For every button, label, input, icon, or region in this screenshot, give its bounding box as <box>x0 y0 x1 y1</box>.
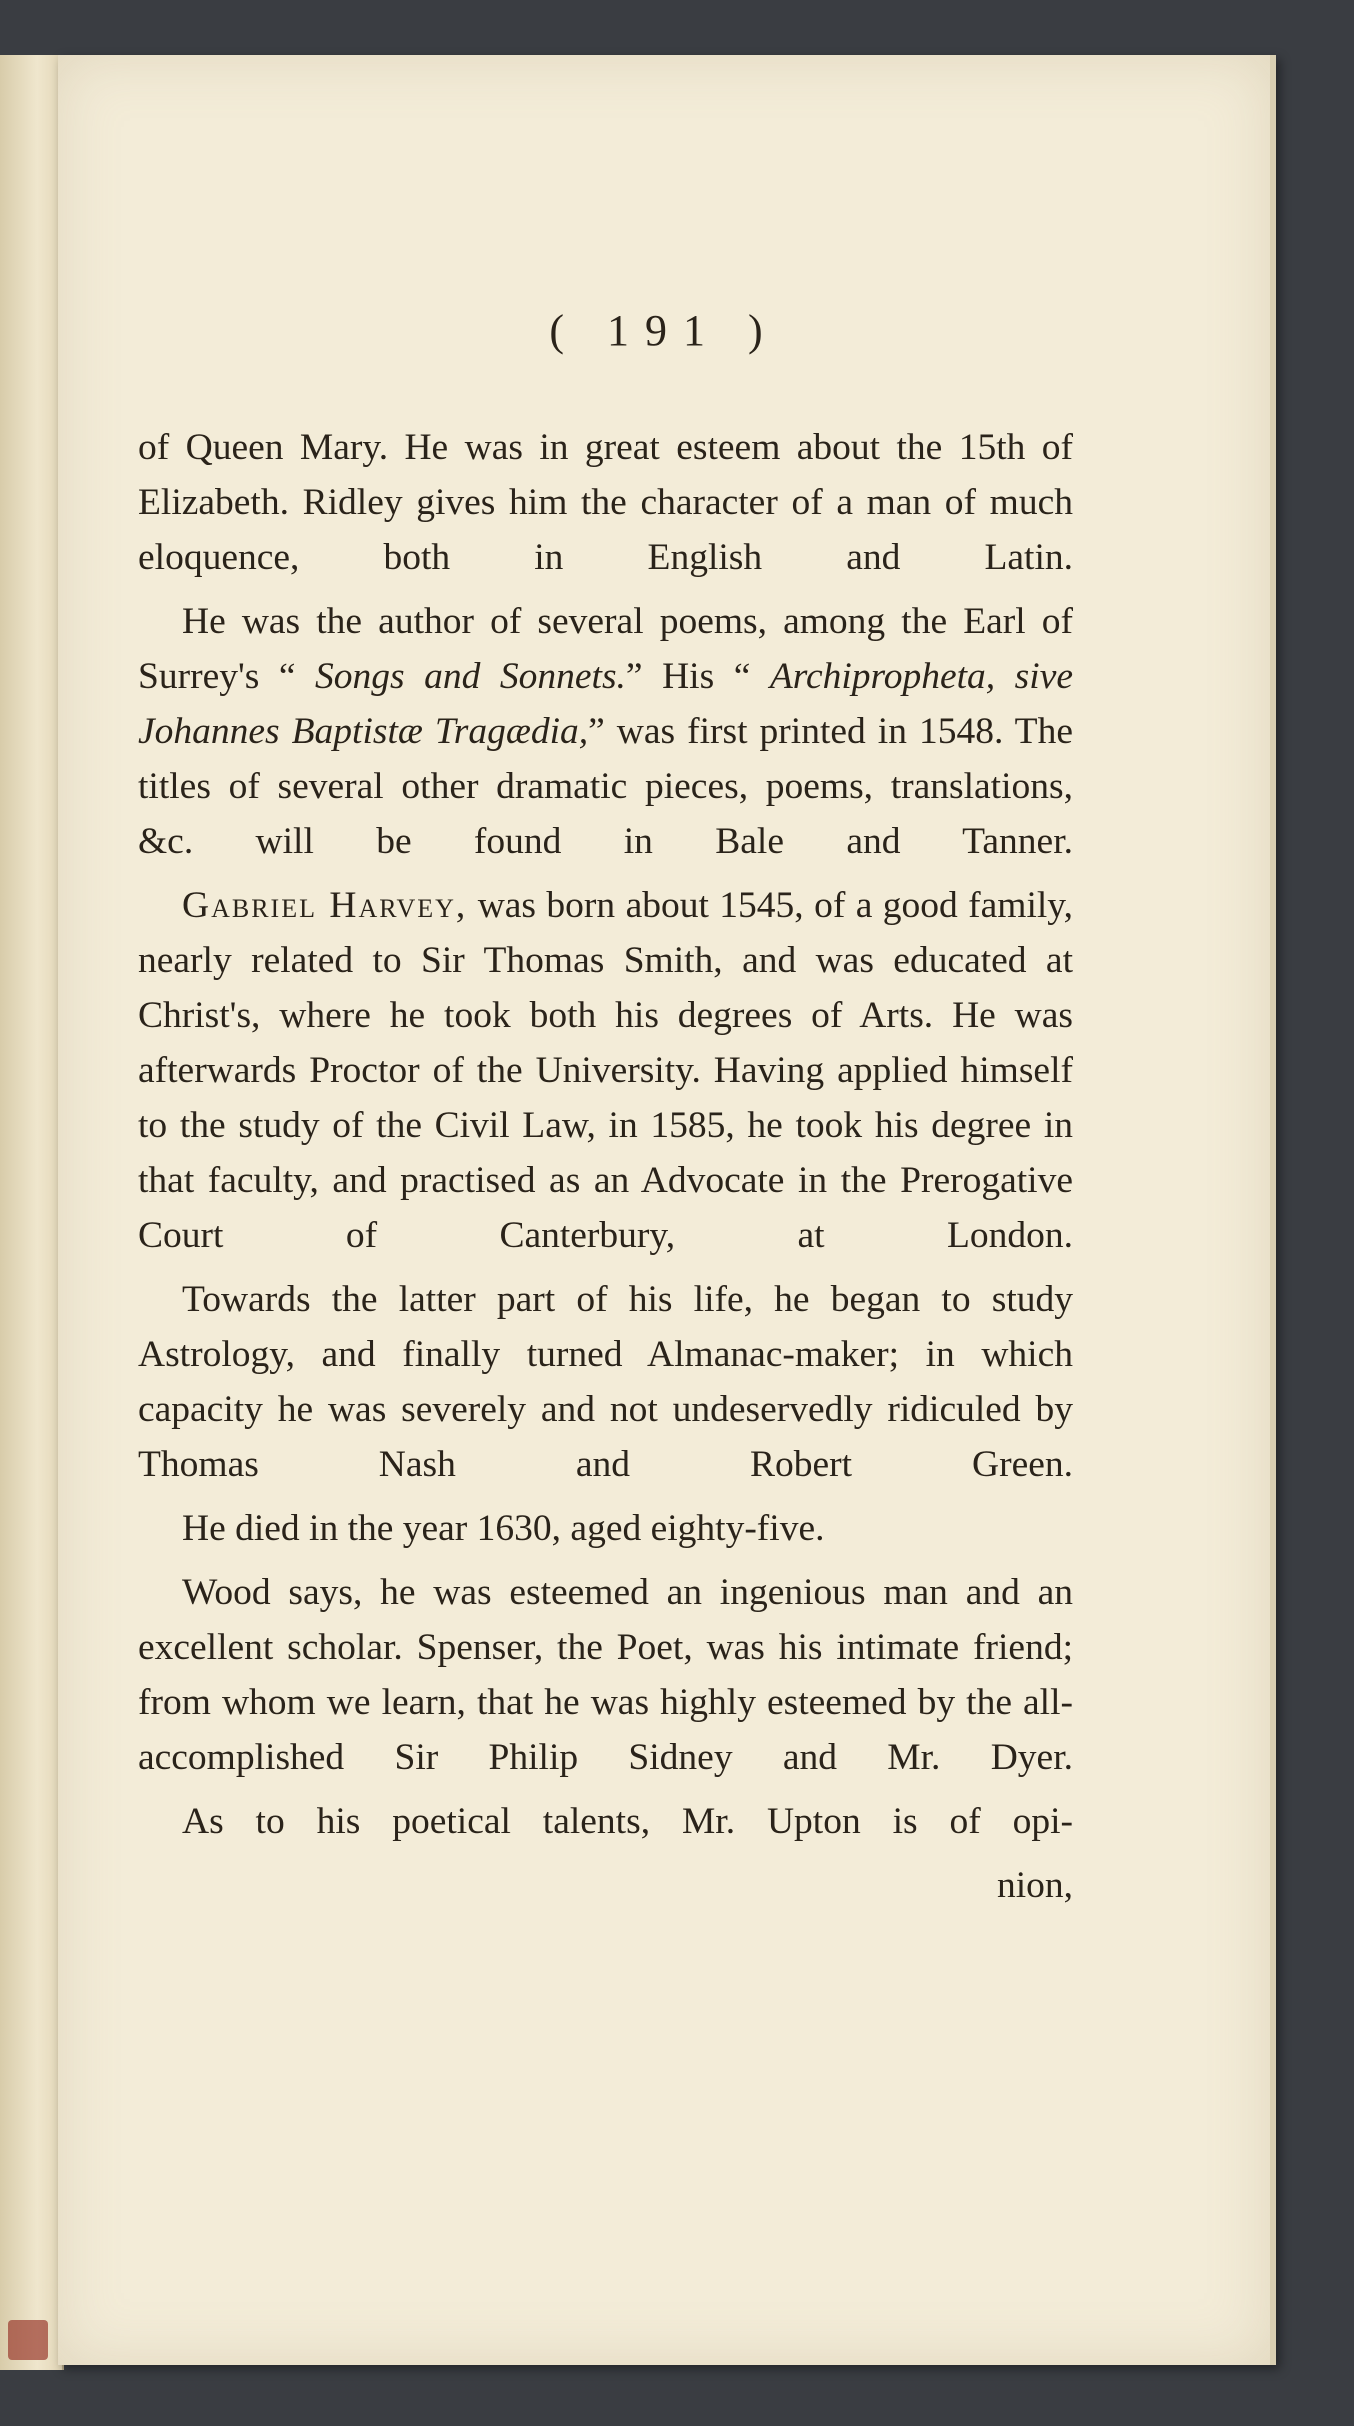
text-run: ” was first printed in 1548. The titles of several other dramatic pieces, poems, translations, &c. will be found in Bale and Tanner. <box>138 711 1073 862</box>
text-run: was born about 1545, of a good family, nearly related to Sir Thomas Smith, and was educated at Christ's, where he took both his degrees of Arts. He was afterwards Proctor of the University. Having applied himself to the study of the Civil Law, in 1585, he took his degree in that faculty, and practised as an Advocate in the Prerogative Court of Canterbury, at London. <box>138 885 1073 1256</box>
text-run: He died in the year 1630, aged eighty-five. <box>182 1508 825 1549</box>
paragraph-6 <box>138 1565 1073 1785</box>
binding-mark <box>8 2320 48 2360</box>
text-run: ” His “ <box>625 656 770 697</box>
text-run: As to his poetical talents, Mr. Upton is of opi- <box>182 1801 1073 1842</box>
text-run: He was the author of several poems, among the Earl of Surrey's “ <box>138 601 1073 697</box>
text-run: of Queen Mary. He was in great esteem about the 15th of Elizabeth. Ridley gives him the character of a man of much eloquence, both in English and Latin. <box>138 427 1073 578</box>
facing-page-edge <box>0 55 64 2370</box>
paragraph-5 <box>138 1501 1073 1556</box>
catchword: nion, <box>996 1865 1073 1906</box>
text-run: Archipropheta, sive Johannes Baptistæ Tragædia, <box>138 656 1073 752</box>
paragraph-3 <box>138 878 1073 1263</box>
paragraph-4 <box>138 1272 1073 1492</box>
paragraph-1 <box>138 420 1073 585</box>
paragraph-7 <box>138 1794 1073 1849</box>
text-run: Wood says, he was esteemed an ingenious man and an excellent scholar. Spenser, the Poet, was his intimate friend; from whom we learn, that he was highly esteemed by the all-accomplished Sir Philip Sidney and Mr. Dyer. <box>138 1572 1073 1778</box>
paragraph-2 <box>138 594 1073 869</box>
text-run: Songs and Sonnets. <box>315 656 626 697</box>
text-run: Gabriel Harvey, <box>182 885 468 926</box>
body-text <box>138 420 1073 1922</box>
book-page <box>58 55 1276 2365</box>
text-run: Towards the latter part of his life, he began to study Astrology, and finally turned Almanac-maker; in which capacity he was severely and not undeservedly ridiculed by Thomas Nash and Robert Green. <box>138 1279 1073 1485</box>
page-number: ( 191 ) <box>549 306 779 355</box>
